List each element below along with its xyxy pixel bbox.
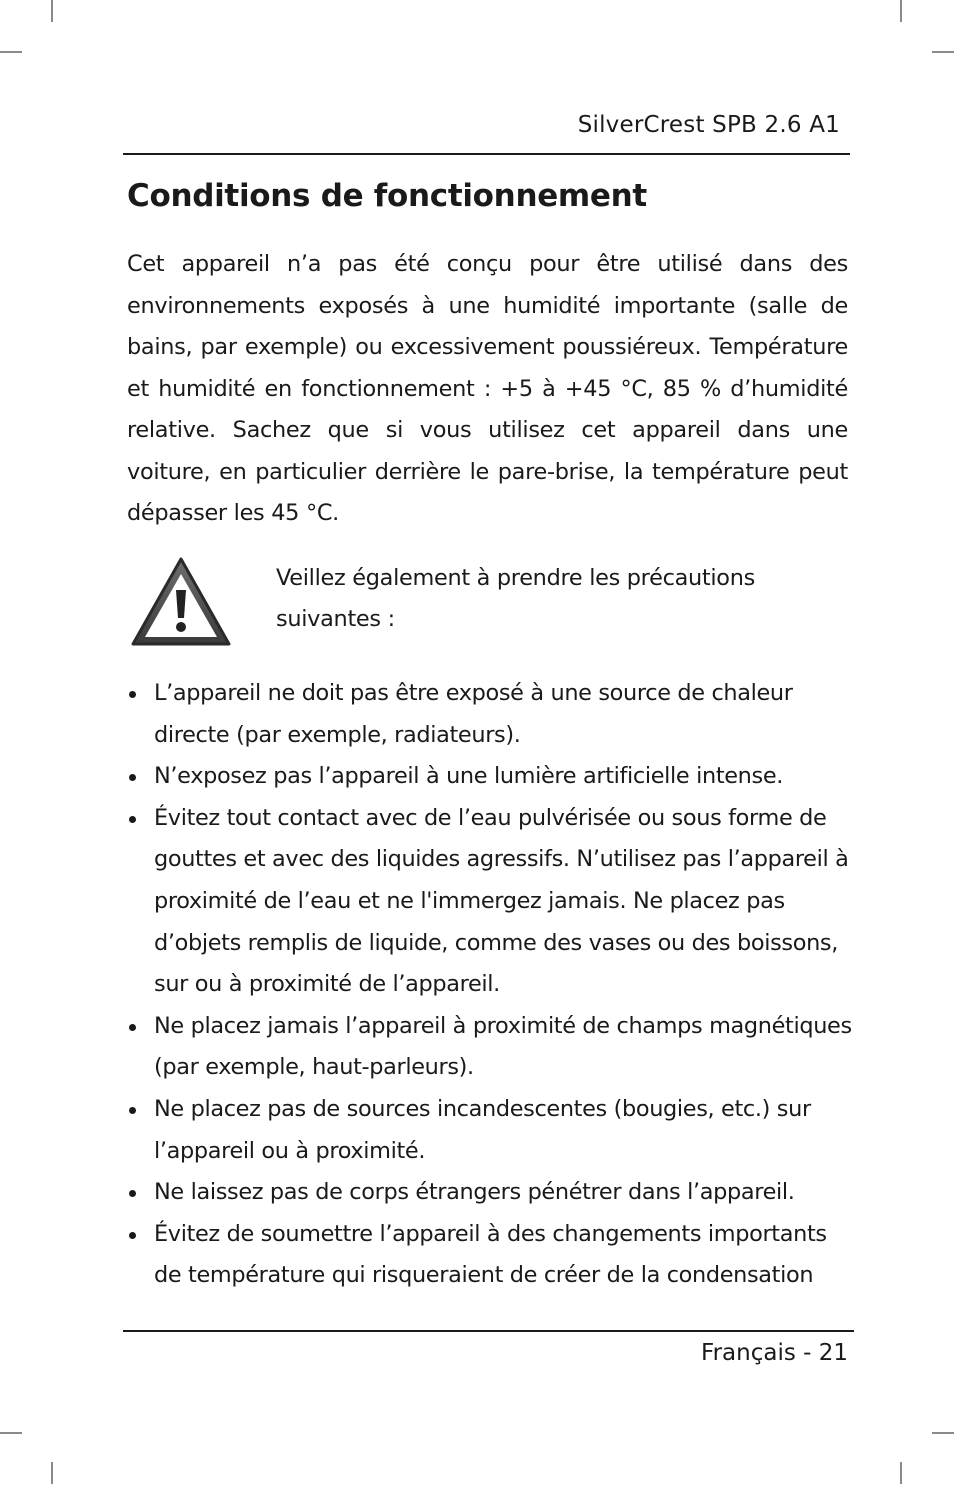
page-header-product: SilverCrest SPB 2.6 A1 bbox=[577, 112, 840, 138]
crop-mark bbox=[900, 0, 902, 22]
list-item bbox=[127, 1089, 852, 1172]
list-item-text: Ne placez jamais l’appareil à proximité de champs magnétiques (par exemple, haut-parleurs). bbox=[154, 1012, 852, 1081]
list-item bbox=[127, 1214, 852, 1297]
list-item-text: Évitez tout contact avec de l’eau pulvérisée ou sous forme de gouttes et avec des liquides agressifs. N’utilisez pas l’appareil à proximité de l’eau et ne l'immergez jamais. Ne placez pas d’objets remplis de liquide, comme des vases ou des boissons, sur ou à proximité de l’appareil. bbox=[154, 804, 849, 998]
list-item bbox=[127, 1172, 852, 1214]
list-item bbox=[127, 798, 852, 1006]
bullet-icon bbox=[129, 774, 136, 781]
crop-mark bbox=[932, 51, 954, 53]
crop-mark bbox=[900, 1462, 902, 1484]
bullet-icon bbox=[129, 1024, 136, 1031]
list-item bbox=[127, 1006, 852, 1089]
intro-paragraph: Cet appareil n’a pas été conçu pour être utilisé dans des environnements exposés à une humidité importante (salle de bains, par exemple) ou excessivement poussiéreux. Température et humidité en fonctionnement : +5 à +45 °C, 85 % d’humidité relative. Sachez que si vous utilisez cet appareil dans une voiture, en particulier derrière le pare-brise, la température peut dépasser les 45 °C. bbox=[127, 251, 848, 526]
crop-mark bbox=[51, 0, 53, 22]
section-title: Conditions de fonctionnement bbox=[127, 178, 647, 214]
list-item-text: Ne placez pas de sources incandescentes (bougies, etc.) sur l’appareil ou à proximité. bbox=[154, 1095, 811, 1164]
list-item bbox=[127, 756, 852, 798]
bullet-icon bbox=[129, 691, 136, 698]
crop-mark bbox=[0, 51, 22, 53]
precautions-list bbox=[127, 673, 852, 1297]
bullet-icon bbox=[129, 1232, 136, 1239]
list-item-text: N’exposez pas l’appareil à une lumière artificielle intense. bbox=[154, 763, 784, 790]
list-item bbox=[127, 673, 852, 756]
list-item-text: Ne laissez pas de corps étrangers pénétrer dans l’appareil. bbox=[154, 1179, 795, 1206]
bullet-icon bbox=[129, 816, 136, 823]
list-item-text: Évitez de soumettre l’appareil à des changements importants de température qui risqueraient de créer de la condensation bbox=[154, 1220, 827, 1289]
warning-note: Veillez également à prendre les précautions suivantes : bbox=[276, 565, 755, 632]
crop-mark bbox=[0, 1432, 22, 1434]
crop-mark bbox=[932, 1432, 954, 1434]
warning-triangle-icon bbox=[130, 556, 232, 648]
list-item-text: L’appareil ne doit pas être exposé à une source de chaleur directe (par exemple, radiateurs). bbox=[154, 680, 793, 748]
crop-mark bbox=[51, 1462, 53, 1484]
page-number: Français - 21 bbox=[701, 1340, 848, 1366]
bullet-icon bbox=[129, 1107, 136, 1114]
header-rule bbox=[123, 153, 850, 155]
bullet-icon bbox=[129, 1190, 136, 1197]
footer-rule bbox=[123, 1330, 854, 1332]
